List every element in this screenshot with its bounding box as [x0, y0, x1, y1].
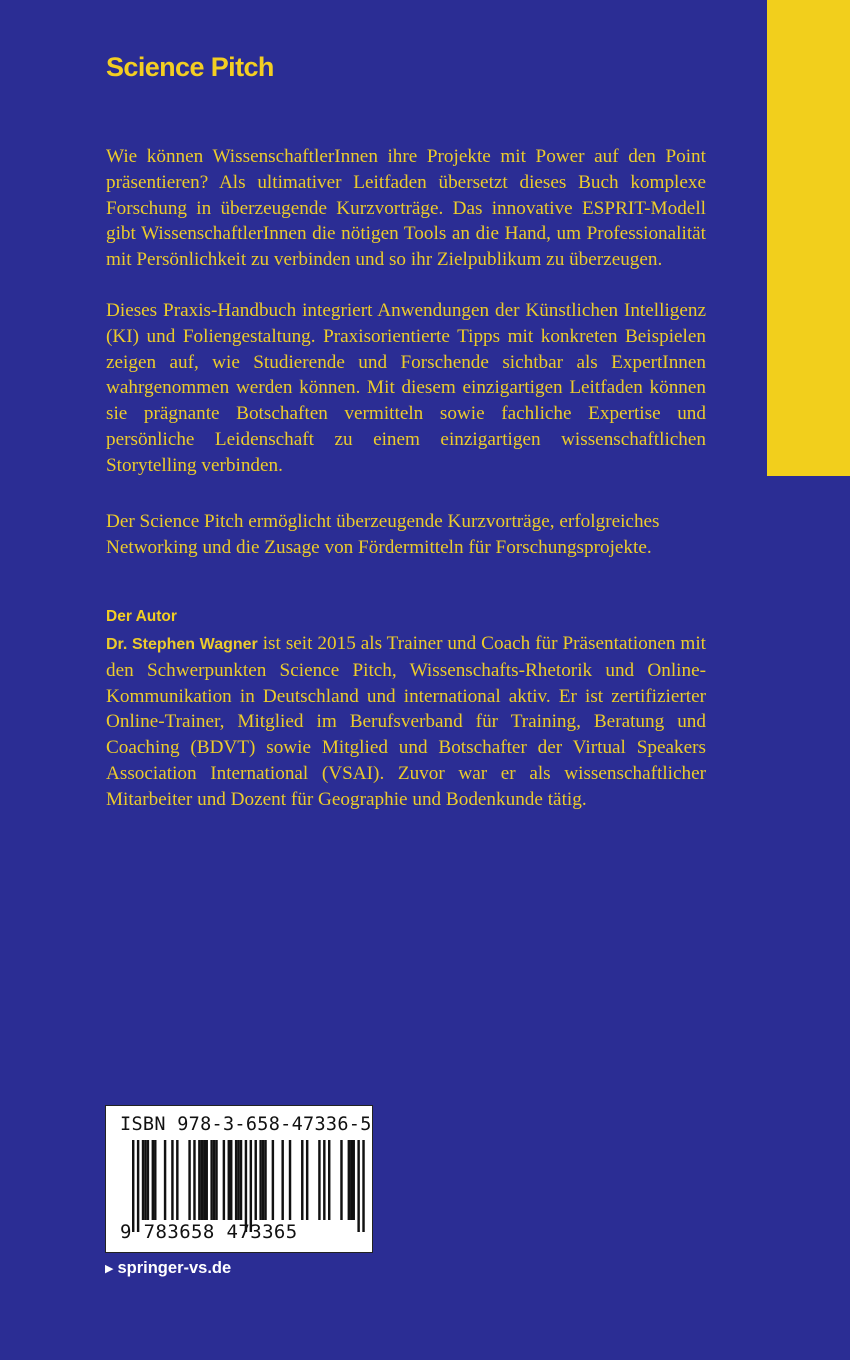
barcode-bar: [350, 1140, 352, 1220]
publisher-link[interactable]: [105, 1259, 231, 1278]
barcode-bar: [198, 1140, 200, 1220]
author-bio-text: ist seit 2015 als Trainer und Coach für Präsentationen mit den Schwerpunkten Science Pitch, Wissenschafts-Rhetorik und Online-Kommunikation in Deutschland und international aktiv. Er ist zertifizierter Online-Trainer, Mitglied im Berufsverband für Training, Beratung und Coaching (BDVT) sowie Mitglied und Botschafter der Virtual Speakers Association International (VSAI). Zuvor war er als wissenschaftlicher Mitarbeiter und Dozent für Geographie und Bodenkunde tätig.: [106, 633, 706, 810]
isbn-label: ISBN 978-3-658-47336-5: [120, 1114, 372, 1135]
barcode-bar: [203, 1140, 205, 1220]
barcode-bar: [193, 1140, 195, 1220]
barcode-bar: [348, 1140, 350, 1220]
barcode-bar: [289, 1140, 291, 1220]
author-name: Dr. Stephen Wagner: [106, 636, 258, 653]
barcode-bar: [328, 1140, 330, 1220]
barcode-bar: [152, 1140, 154, 1220]
triangle-right-icon: ▶: [105, 1263, 114, 1275]
barcode-bar: [154, 1140, 156, 1220]
barcode-bar: [250, 1140, 252, 1232]
barcode-bar: [210, 1140, 212, 1220]
barcode-bar: [228, 1140, 230, 1220]
barcode-bar: [215, 1140, 217, 1220]
barcode-bar: [255, 1140, 257, 1220]
barcode-bar: [213, 1140, 215, 1220]
barcode-bar: [230, 1140, 232, 1220]
barcode-bar: [362, 1140, 364, 1232]
yellow-accent-bar: [767, 0, 850, 476]
publisher-url: springer-vs.de: [117, 1259, 232, 1277]
barcode-bar: [318, 1140, 320, 1220]
barcode-bar: [357, 1140, 359, 1232]
description-paragraph-1: Wie können WissenschaftlerInnen ihre Projekte mit Power auf den Point präsentieren? Als ultimativer Leitfaden übersetzt dieses Buch komplexe Forschung in überzeugende Kurzvorträge. Das innovative ESPRIT-Modell gibt WissenschaftlerInnen die nötigen Tools an die Hand, um Professionalität mit Persönlichkeit zu verbinden und so ihr Zielpublikum zu überzeugen.: [106, 146, 706, 271]
barcode-digits: 9 783658 473365: [120, 1221, 298, 1243]
barcode-bar: [171, 1140, 173, 1220]
barcode-bar: [176, 1140, 178, 1220]
barcode-bar: [323, 1140, 325, 1220]
barcode-bar: [144, 1140, 146, 1220]
description-paragraph-3: Der Science Pitch ermöglicht überzeugende Kurzvorträge, erfolgreiches Networking und die Zusage von Fördermitteln für Forschungsprojekte.: [106, 511, 660, 558]
barcode-bar: [188, 1140, 190, 1220]
barcode-bar: [201, 1140, 203, 1220]
barcode-bar: [240, 1140, 242, 1220]
barcode-bar: [223, 1140, 225, 1220]
barcode-bar: [262, 1140, 264, 1220]
barcode-bar: [206, 1140, 208, 1220]
barcode-bar: [301, 1140, 303, 1220]
author-bio: [106, 631, 706, 813]
barcode-bar: [259, 1140, 261, 1220]
barcode-bar: [340, 1140, 342, 1220]
book-title: Science Pitch: [106, 52, 274, 82]
barcode-bar: [281, 1140, 283, 1220]
author-heading: Der Autor: [106, 608, 177, 625]
barcode-bar: [237, 1140, 239, 1220]
barcode-bar: [245, 1140, 247, 1232]
barcode-bar: [272, 1140, 274, 1220]
description-paragraph-2: Dieses Praxis-Handbuch integriert Anwendungen der Künstlichen Intelligenz (KI) und Foliengestaltung. Praxisorientierte Tipps mit konkreten Beispielen zeigen auf, wie Studierende und Forschende sichtbar als ExpertInnen wahrgenommen werden können. Mit diesem einzigartigen Leitfaden können sie prägnante Botschaften vermitteln sowie fachliche Expertise und persönliche Leidenschaft zu einem einzigartigen wissenschaftlichen Storytelling verbinden.: [106, 300, 706, 476]
barcode-bar: [306, 1140, 308, 1220]
barcode-bar: [164, 1140, 166, 1220]
barcode-bar: [147, 1140, 149, 1220]
barcode-bar: [235, 1140, 237, 1220]
barcode-bar: [353, 1140, 355, 1220]
isbn-barcode: [105, 1105, 373, 1253]
barcode-bar: [264, 1140, 266, 1220]
barcode-bar: [137, 1140, 139, 1232]
barcode-bar: [142, 1140, 144, 1220]
barcode-bar: [132, 1140, 134, 1232]
